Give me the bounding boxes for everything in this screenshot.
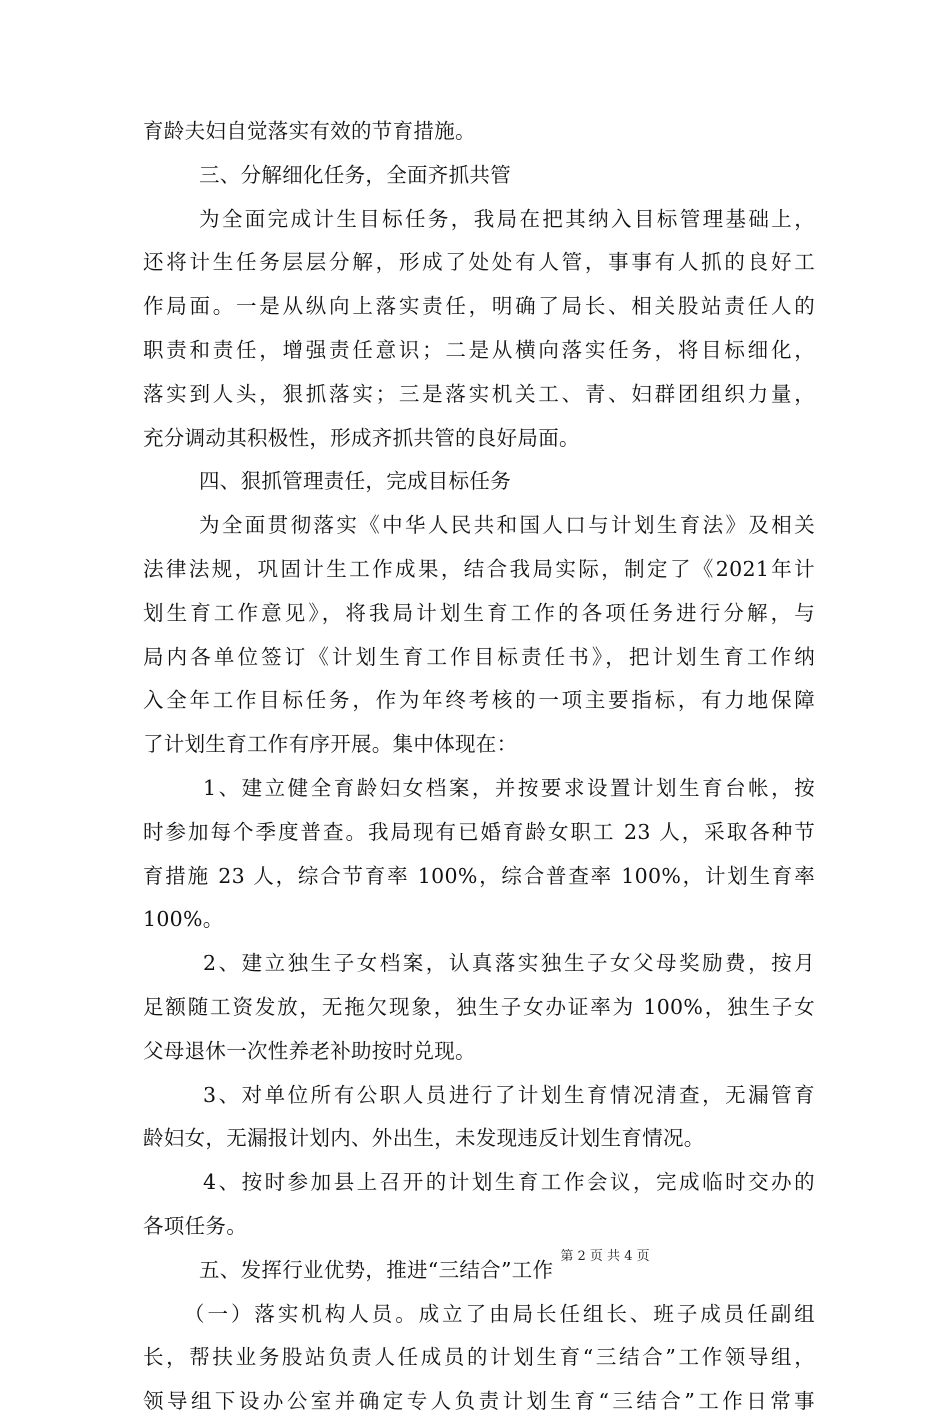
body-line: 落实到人头，狠抓落实；三是落实机关工、青、妇群团组织力量，	[143, 381, 815, 406]
body-line: 领导组下设办公室并确定专人负责计划生育“三结合”工作日常事	[143, 1389, 815, 1414]
body-line: 长，帮扶业务股站负责人任成员的计划生育“三结合”工作领导组，	[143, 1345, 815, 1370]
section-heading-5: 五、发挥行业优势，推进“三结合”工作	[199, 1257, 554, 1282]
list-item-1: 1、建立健全育龄妇女档案，并按要求设置计划生育台帐，按	[203, 775, 815, 800]
body-line: 职责和责任，增强责任意识；二是从横向落实任务，将目标细化，	[143, 337, 815, 362]
body-line: 足额随工资发放，无拖欠现象，独生子女办证率为 100%，独生子女	[143, 994, 815, 1019]
section-heading-3: 三、分解细化任务，全面齐抓共管	[199, 162, 511, 187]
body-line: 入全年工作目标任务，作为年终考核的一项主要指标，有力地保障	[143, 688, 815, 713]
subsection-line: （一）落实机构人员。成立了由局长任组长、班子成员任副组	[184, 1301, 815, 1326]
document-body	[143, 110, 815, 1424]
body-line: 为全面贯彻落实《中华人民共和国人口与计划生育法》及相关	[199, 513, 815, 538]
list-item-3: 3、对单位所有公职人员进行了计划生育情况清查，无漏管育	[203, 1082, 815, 1107]
body-line: 划生育工作意见》，将我局计划生育工作的各项任务进行分解，与	[143, 600, 815, 625]
list-item-2: 2、建立独生子女档案，认真落实独生子女父母奖励费，按月	[203, 951, 815, 976]
list-item-4: 4、按时参加县上召开的计划生育工作会议，完成临时交办的	[203, 1170, 815, 1195]
page-number: 第 2 页 共 4 页	[560, 1249, 650, 1264]
body-line: 法律法规，巩固计生工作成果，结合我局实际，制定了《2021年计	[143, 556, 815, 581]
body-line: 局内各单位签订《计划生育工作目标责任书》，把计划生育工作纳	[143, 644, 815, 669]
body-line: 作局面。一是从纵向上落实责任，明确了局长、相关股站责任人的	[143, 294, 815, 319]
body-line: 了计划生育工作有序开展。集中体现在：	[143, 732, 518, 757]
body-line: 时参加每个季度普查。我局现有已婚育龄女职工 23 人，采取各种节	[143, 819, 815, 844]
body-line: 育龄夫妇自觉落实有效的节育措施。	[143, 119, 476, 143]
body-line: 育措施 23 人，综合节育率 100%，综合普查率 100%，计划生育率	[143, 863, 815, 888]
body-line: 还将计生任务层层分解，形成了处处有人管，事事有人抓的良好工	[143, 250, 815, 275]
body-line: 充分调动其积极性，形成齐抓共管的良好局面。	[143, 425, 580, 450]
body-line: 各项任务。	[143, 1213, 247, 1238]
section-heading-4: 四、狠抓管理责任，完成目标任务	[199, 469, 511, 494]
body-line: 100%。	[143, 907, 224, 932]
body-line: 父母退休一次性养老补助按时兑现。	[143, 1038, 476, 1063]
body-line: 龄妇女，无漏报计划内、外出生，未发现违反计划生育情况。	[143, 1126, 705, 1151]
body-line: 为全面完成计生目标任务，我局在把其纳入目标管理基础上，	[199, 206, 815, 231]
